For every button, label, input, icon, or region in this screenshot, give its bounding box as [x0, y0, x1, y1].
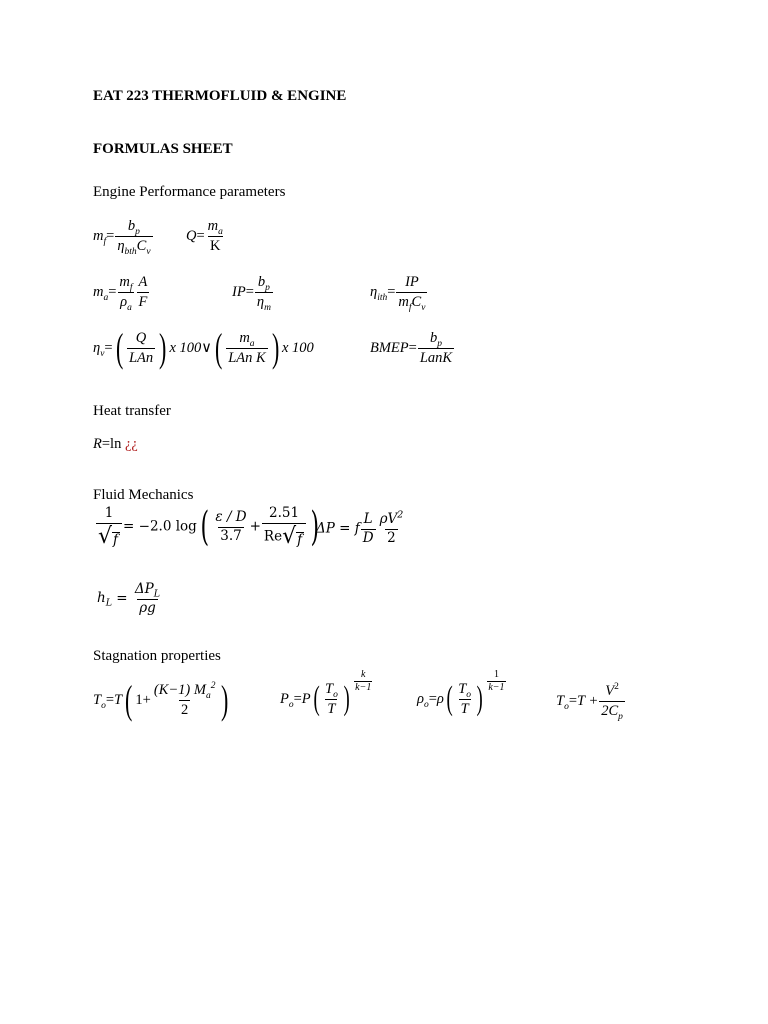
- document-subtitle: FORMULAS SHEET: [93, 141, 233, 157]
- formula-pressure-drop: ΔP = f $\frac{L}{D}$ $\frac{\rho V^2}{2}$: [316, 509, 404, 546]
- formula-stagnation-temperature-mach: $T_o=T$( 1+ $\frac{(K-1) M_a^2}{2}$ ): [93, 677, 229, 722]
- formula-stagnation-temperature-velocity: $T_o=T$ + $\frac{V^2}{2C_p}$: [556, 682, 623, 722]
- document-title: EAT 223 THERMOFLUID & ENGINE: [93, 88, 347, 104]
- formula-head-loss: $h_L$ = $\frac{\Delta P_L}{\rho g}$: [97, 581, 161, 616]
- formula-fuel-mass-flow: $m_f=$ $\frac{b_p}{\eta_{bth}C_v}$: [93, 218, 151, 257]
- formula-q: Q= $\frac{m_a}{K}$: [186, 218, 223, 254]
- section-heading-engine: Engine Performance parameters: [93, 184, 286, 200]
- formula-air-mass-flow: $m_a=$ $\frac{m_f}{\rho_a}$ $\frac{A}{F}$: [93, 274, 148, 313]
- formula-volumetric-efficiency: $\eta_v=$( $\frac{Q}{\text{LAn}}$ ) x 100∨( $\frac{m_a}{\text{LAn K}}$ ) x 100: [93, 325, 314, 370]
- section-heading-fluid: Fluid Mechanics: [93, 487, 194, 503]
- formula-bmep: BMEP= $\frac{b_p}{\text{LanK}}$: [370, 330, 453, 366]
- section-heading-heat: Heat transfer: [93, 403, 171, 419]
- formula-stagnation-density: $\rho_o=\rho$( $\frac{T_o}{T}$ ) $\frac{1}{k-1}$: [417, 669, 505, 717]
- formula-thermal-resistance: R=ln ¿¿: [93, 436, 138, 452]
- formula-stagnation-pressure: $P_o=P$( $\frac{T_o}{T}$ ) $\frac{k}{k-1}$: [280, 669, 372, 717]
- formula-indicated-power: IP= $\frac{b_p}{\eta_m}$: [232, 274, 271, 313]
- formula-indicated-thermal-efficiency: $\eta_{ith}=$ $\frac{IP}{m_fC_v}$: [370, 274, 426, 313]
- formula-colebrook: 1 √ f = −2.0 log( $\frac{\varepsilon / D}{3.7}$ + 2.51 Re √ f ): [98, 504, 320, 551]
- section-heading-stagnation: Stagnation properties: [93, 648, 221, 664]
